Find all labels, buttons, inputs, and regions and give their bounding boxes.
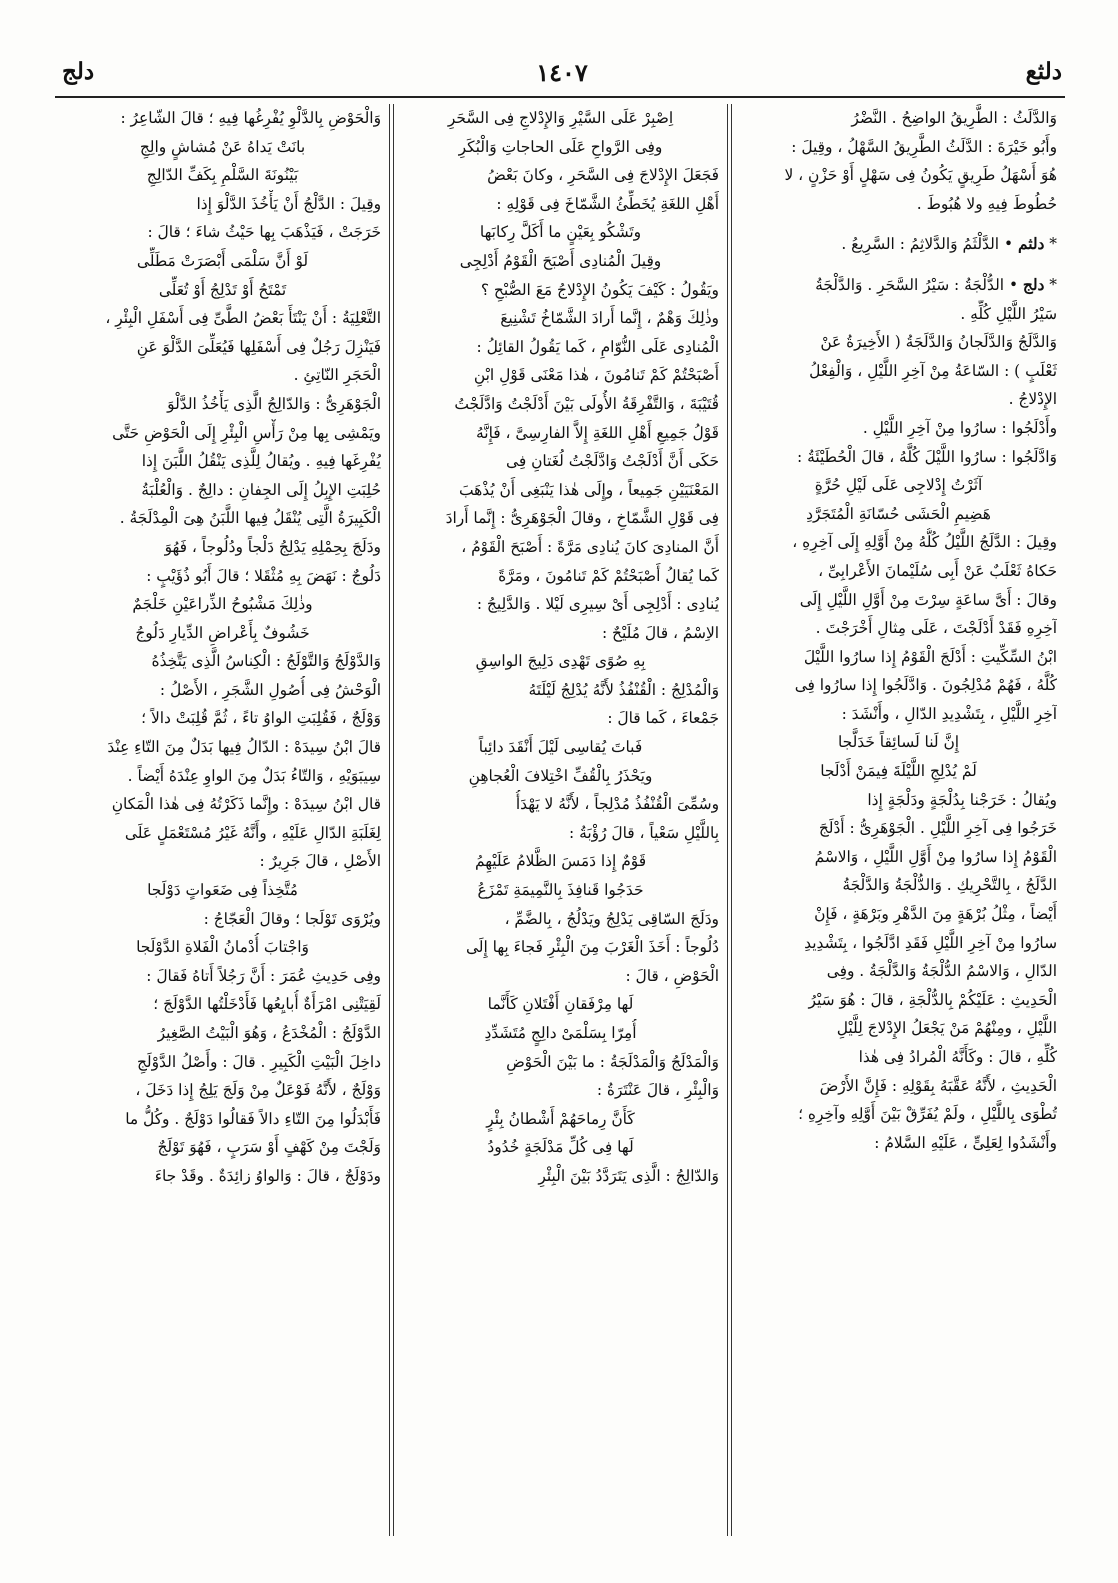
text-line: وَالدَّوْلَجُ وَالتَّوْلَجُ : الْكِناسُ الَّذِى يَتَّخِذُهُ	[151, 652, 381, 671]
entry-marker: *	[1044, 275, 1057, 294]
text-line: وأَدْلَجُوا : سارُوا مِنْ آخِرِ اللَّيْلِ .	[862, 418, 1057, 437]
text-line: وسُمِّىَ الْقُنْفُذُ مُدْلِجاً ، لأَنَّهُ لا يَهْدَأُ	[515, 795, 719, 814]
verse-line: اِصْبِرْ عَلَى السَّيْرِ وَالإِدْلاجِ فِى السَّحَرِ	[447, 109, 674, 127]
text-line: فَأَبْدَلُوا مِنَ التّاءِ دالاً فَقالُوا دَوْلَجٌ . وكُلُّ ما	[125, 1109, 381, 1128]
text-line: آخِرِ اللَّيْلِ ، بِتَشْدِيدِ الدّالِ ، وأَنْشَدَ :	[841, 704, 1057, 723]
verse-line: هَضِيمِ الْحَشَى حُسّانَةِ الْمُتَجَرَّدِ	[806, 504, 991, 523]
text-line: وقالَ : أَىَّ ساعَةٍ سِرْتَ مِنْ أَوَّلِ اللَّيْلِ إِلَى	[799, 590, 1057, 609]
verse-line: فَباتَ يُقاسِى لَيْلَ أَنْقَدَ دائِباً	[478, 738, 643, 757]
entry-text: الدَّلْثَمُ وَالدَّلاثِمُ : السَّرِيعُ .	[841, 235, 1000, 254]
verse-line: بَيْنُونَةَ السَّلْمِ بِكَفِّ الدّالِجِ	[146, 166, 299, 185]
text-line: الأَصْلِ ، قالَ جَرِيرٌ :	[259, 852, 381, 871]
verse-line: ويَحْذَرُ بِالْقُفِّ اخْتِلافَ الْعُجاهِنِ	[468, 766, 653, 785]
verse-line: إِنَّ لَنا لَسائِقاً خَدَلَّجا	[837, 733, 960, 752]
text-line: ابْنُ السِّكِّيتِ : أَدْلَجَ الْقَوْمُ إِذا سارُوا اللَّيْلَ	[803, 647, 1057, 666]
column-middle	[394, 104, 727, 1536]
text-line: الدّالِ ، وَالاسْمُ الدُّلْجَةُ وَالدَّلْجَةُ . وفِى	[826, 962, 1057, 981]
verse-line: وذٰلِكَ مَشْبُوحُ الذِّراعَيْنِ خَلْجَمٌ	[132, 595, 313, 614]
text-line: وَالْمَدْلَجُ وَالْمَدْلَجَةُ : ما بَيْنَ الْحَوْضِ	[506, 1052, 719, 1071]
text-line: سَيْرُ اللَّيْلِ كُلِّهِ .	[960, 304, 1057, 323]
text-line: سارُوا مِنْ آخِرِ اللَّيْلِ فَقَدِ ادَّلَجُوا ، بِتَشْدِيدِ	[804, 933, 1057, 952]
entry-headword: دلثم	[1017, 235, 1045, 254]
text-line: وَوْلَجٌ ، لأَنَّهُ فَوْعَلٌ مِنْ وَلَجَ يَلِجُ إِذا دَخَلَ ،	[135, 1081, 381, 1100]
column-divider	[727, 104, 732, 1536]
verse-line: تَمْتَحُ أَوْ تَدْلِجُ أَوْ تُعَلِّى	[158, 280, 287, 299]
page-number: ١٤٠٧	[536, 58, 588, 87]
text-line: الْحَجَرِ النّاتِئِ .	[293, 366, 381, 385]
text-line: دُلُوجاً : أَخَذَ الْغَرْبَ مِنَ الْبِئْرِ فَجاءَ بِها إِلَى	[465, 938, 719, 957]
text-line: حُلِبَتِ الإِبِلُ إِلَى الجِفانِ : دالِجٌ . وَالْعُلْبَةُ	[141, 480, 381, 499]
text-line: ودَلَجَ السّاقِى يَدْلِجُ ويَدْلُجُ ، بِالضَّمِّ ،	[504, 909, 719, 928]
text-line: وقِيلَ : الدَّلَجُ اللَّيْلُ كُلُّهُ مِنْ أَوَّلِهِ إِلَى آخِرِهِ ،	[792, 533, 1057, 552]
text-line: وَادَّلَجُوا : سارُوا اللَّيْلَ كُلَّهُ ، قالَ الْحُطَيْئَةُ :	[797, 447, 1057, 466]
text-line: جَمْعاءَ ، كَما قالَ :	[607, 709, 719, 728]
page-header	[62, 58, 1062, 94]
text-line: أَيْضاً ، مِثْلُ بُرْهَةٍ مِنَ الدَّهْرِ وبَرْهَةٍ ، فَإِنْ	[814, 905, 1057, 924]
text-line: وَالْحَوْضِ بِالدَّلْوِ يُفْرِغُها فِيهِ ؛ قالَ الشّاعِرُ :	[120, 109, 381, 127]
column-left	[56, 104, 389, 1536]
verse-line: أُمِرّا بِسَلْمَىْ دالِجٍ مُتَشَدِّدِ	[484, 1024, 637, 1042]
text-line: ويُقالُ : خَرَجْنا بِدُلْجَةٍ ودَلْجَةٍ إِذا	[867, 790, 1057, 809]
text-line: خَرَجُوا فِى آخِرِ اللَّيْلِ . الْجَوْهَرِىُّ : أَدْلَجَ	[818, 819, 1057, 838]
text-line: حَكَى أَنَّ أَدْلَجْتُ وَادَّلَجْتُ لُغَتانِ فِى	[506, 452, 719, 471]
text-line: الاِسْمُ ، قالَ مُلَيْحٌ :	[601, 623, 719, 642]
text-line: وَلَجْتَ مِنْ كَهْفٍ أَوْ سَرَبٍ ، فَهُوَ تَوْلَجٌ	[157, 1138, 381, 1157]
header-keyword-left: دلج	[62, 58, 95, 85]
text-line: وَالْبِئْرِ ، قالَ عَنْتَرَةُ :	[596, 1081, 719, 1100]
text-line: كَما يُقالُ أَصْبَحْتُمْ كَمْ تَنامُونَ ، ومَرَّةً	[498, 566, 719, 585]
text-line: فِى قَوْلِ الشَّمّاخِ ، وقالَ الْجَوْهَرِىُّ : إِنَّما أَرادَ	[445, 509, 719, 528]
verse-line: لَها مِرْفَقانِ أَفْتَلانِ كَأَنَّما	[487, 995, 634, 1014]
text-line: داخِلَ الْبَيْتِ الْكَبِيرِ . قالَ : وأَصْلُ الدَّوْلَجِ	[137, 1052, 381, 1071]
text-line: لَقِيَتْنِى امْرَأَةٌ أُبايِعُها فَأَدْخَلْتُها الدَّوْلَجَ ؛	[153, 995, 381, 1014]
text-line: الإِدْلاجُ .	[1008, 390, 1057, 409]
text-line: ودَوْلَجٌ ، قالَ : وَالواوُ زائِدَةٌ . وقَدْ جاءَ	[154, 1166, 381, 1185]
text-line: يُفْرِغَها فِيهِ . ويُقالُ لِلَّذِى يَنْقُلُ اللَّبَنَ إِذا	[141, 452, 381, 471]
text-line: وَالدَّلَجُ وَالدَّلَجانُ وَالدَّلَجَةُ ( الأَخِيرَةُ عَنْ	[820, 333, 1057, 352]
entry-marker: *	[1044, 235, 1057, 254]
verse-line: لَمْ يُدْلِجِ اللَّيْلَةَ فِيمَنْ أَدْلَجا	[820, 762, 977, 781]
text-line: دَلُوجٌ : نَهَضَ بِهِ مُثْقَلا ؛ قالَ أَبُو ذُؤَيْبٍ :	[146, 566, 381, 585]
header-rule	[55, 96, 1065, 98]
text-line: ويَقُولُ : كَيْفَ يَكُونُ الإِدْلاجُ مَعَ الصُّبْحِ ؟	[480, 280, 719, 299]
text-line: حَكاهُ ثَعْلَبٌ عَنْ أَبِى سُلَيْمانَ الأَعْرابِىِّ ،	[818, 561, 1057, 580]
header-keyword-right: دلثع	[1025, 58, 1062, 85]
text-line: الدَّلَجُ ، بِالتَّحْرِيكِ . وَالدُّلْجَةُ وَالدَّلْجَةُ	[842, 876, 1057, 895]
verse-line: مُتَّخِذاً فِى ضَعَواتٍ دَوْلَجا	[147, 881, 298, 900]
text-line: وَوْلَجٌ ، فَقُلِبَتِ الواوُ تاءً ، ثُمَّ قُلِبَتْ دالاً ؛	[141, 709, 381, 728]
verse-line: وقِيلَ الْمُنادِى أَصْبَحَ الْقَوْمُ أَدْلِجِى	[459, 251, 662, 270]
text-line: المَعْنَيَيْنِ جَمِيعاً ، وإِلَى هٰذا يَنْبَغِى أَنْ يُذْهَبَ	[458, 480, 719, 499]
column-divider	[389, 104, 394, 1536]
text-line: ويُرْوَى تَوْلَجا ؛ وقالَ الْعَجّاجُ :	[203, 909, 381, 928]
text-line: حُطُوطَ فِيهِ ولا هُبُوطَ .	[916, 194, 1057, 213]
text-line: قَوْلُ جَمِيعِ أَهْلِ اللغَةِ إِلاَّ الفارِسِىَّ ، فَإِنَّهُ	[476, 423, 719, 442]
text-line: وأَنْشَدُوا لِعَلِىٍّ ، عَلَيْهِ السَّلامُ :	[874, 1133, 1057, 1152]
verse-line: كَأَنَّ رِماحَهُمْ أَشْطانُ بِئْرٍ	[486, 1109, 635, 1128]
text-line: هُوَ أَسْهَلُ طَرِيقٍ يَكُونُ فِى سَهْلٍ أَوْ حَزْنٍ ، لا	[784, 166, 1057, 185]
text-line: الْمُنادِى عَلَى النُّوّامِ ، كَما يَقُولُ القائِلُ :	[476, 337, 719, 356]
text-line: وَالدّالِجُ : الَّذِى يَتَرَدَّدُ بَيْنَ الْبِئْرِ	[538, 1166, 719, 1185]
text-line: وأَبُو خَيْرَةَ : الدَّلَثُ الطَّرِيقُ السَّهْلُ ، وقِيلَ :	[791, 137, 1057, 156]
text-line: الْحَوْضِ ، قالَ :	[625, 966, 719, 985]
text-line: فَيَنْزِلَ رَجُلٌ فِى أَسْفَلِها فَيُعَلِّىَ الدَّلْوَ عَنِ	[136, 337, 381, 356]
text-line: آخِرِهِ فَقَدْ أَدْلَجْتَ ، عَلَى مِثالِ أَخْرَجْتَ .	[815, 619, 1057, 638]
text-line: الْحَدِيثِ ، لأَنَّهُ عَقَّبَهُ بِقَوْلِهِ : فَإِنَّ الأَرْضَ	[819, 1076, 1057, 1095]
text-line: وفِى حَدِيثِ عُمَرَ : أَنَّ رَجُلاً أَتاهُ فَقالَ :	[146, 966, 381, 985]
text-line: الْقَوْمُ إِذا سارُوا مِنْ أَوَّلِ اللَّيْلِ ، وَالاسْمُ	[814, 847, 1057, 866]
text-line: قال ابْنُ سِيدَهْ : وإِنَّما ذَكَرْتُهُ فِى هٰذا الْمَكانِ	[111, 795, 381, 814]
text-line: لِغَلَبَةِ الدّالِ عَلَيْهِ ، وأَنَّهُ غَيْرُ مُسْتَعْمَلٍ عَلَى	[124, 823, 381, 842]
text-line: ودَلَجَ بِحِمْلِهِ يَدْلِجُ دَلْجاً ودُلُوجاً ، فَهُوَ	[164, 537, 381, 556]
entry-start: * دلج • الدُّلْجَةُ : سَيْرُ السَّحَرِ . وَالدَّلْجَةُ	[815, 275, 1057, 294]
text-line: تُطْوَى بِاللَّيْلِ ، ولَمْ يُفَرِّقْ بَيْنَ أَوَّلِهِ وآخِرِهِ ؛	[798, 1105, 1057, 1124]
text-line: وقِيلَ : الدَّلْجُ أَنْ يَأْخُذَ الدَّلْوَ إِذا	[196, 194, 381, 213]
text-line: التَّعْلِيَةُ : أَنْ يَنْتَأَ بَعْضُ الطَّىِّ فِى أَسْفَلِ الْبِئْرِ ،	[105, 309, 381, 328]
verse-line: وَاجْتابَ أُدْمانُ الْفَلاةِ الدَّوْلَجا	[136, 938, 309, 957]
text-line: فَجَعَلَ الإِدْلاجَ فِى السَّحَرِ ، وكانَ بَعْضُ	[487, 166, 719, 185]
verse-line: وتَشْكُو بِعَيْنٍ ما أَكَلَّ رِكابَها	[479, 223, 642, 242]
text-line: ثَعْلَبٍ ) : السّاعَةُ مِنْ آخِرِ اللَّيْلِ ، وَالْفِعْلُ	[809, 361, 1057, 380]
text-line: الْحَدِيثِ : عَلَيْكُمْ بِالدُّلْجَةِ ، قالَ : هُوَ سَيْرُ	[808, 990, 1057, 1009]
text-columns	[55, 104, 1065, 1536]
verse-line: وفِى الرَّواحِ عَلَى الحاجاتِ وَالْبُكَرِ	[458, 137, 663, 156]
verse-line: آثَرْتُ إِدْلاجِى عَلَى لَيْلِ حُرَّةٍ	[814, 476, 983, 495]
verse-line: قَوْمٌ إِذا دَمَسَ الظَّلامُ عَلَيْهِمُ	[474, 852, 647, 871]
text-line: يُنادِى : أَدْلِجِى أَىْ سِيرِى لَيْلا . وَالدَّلِيجُ :	[476, 595, 719, 614]
text-line: ويَمْشِى بِها مِنْ رَأْسِ الْبِئْرِ إِلَى الْحَوْضِ حَتَّى	[112, 423, 381, 442]
text-line: خَرَجَتْ ، فَيَذْهَبَ بِها حَيْثُ شاءَ ؛ قالَ :	[147, 223, 381, 242]
text-line: سِيبَوَيْهِ ، وَالتّاءُ بَدَلٌ مِنَ الواوِ عِنْدَهُ أَيْضاً .	[127, 766, 381, 785]
verse-line: بِهِ صُوًى تَهْدِى دَلِيجَ الواسِقِ	[475, 652, 646, 671]
entry-text: الدُّلْجَةُ : سَيْرُ السَّحَرِ . وَالدَّلْجَةُ	[815, 275, 1005, 294]
text-line: الْوَحْشُ فِى أُصُولِ الشَّجَرِ ، الأَصْلُ :	[159, 680, 381, 699]
text-line: كُلَّهُ ، فَهُمْ مُدْلِجُونَ . وَادَّلَجُوا إِذا سارُوا فِى	[794, 676, 1057, 695]
text-line: أَصْبَحْتُمْ كَمْ تَنامُونَ ، هٰذا مَعْنَى قَوْلِ ابْنِ	[473, 366, 719, 385]
text-line: وَالْمُدْلِجُ : الْقُنْفُذُ لأَنَّهُ يُدْلِجُ لَيْلَتَهُ	[528, 680, 719, 699]
entry-start: * دلثم • الدَّلْثَمُ وَالدَّلاثِمُ : السَّرِيعُ .	[841, 235, 1057, 254]
text-line: اللَّيْلِ ، ومِنْهُمْ مَنْ يَجْعَلُ الإِدْلاجَ لِلَّيْلِ	[836, 1019, 1057, 1038]
verse-line: حَدَجُوا قَنافِذَ بِالنَّمِيمَةِ تَمْزَعُ	[477, 881, 644, 900]
text-line: وَالدَّلَثُ : الطَّرِيقُ الواضِحُ . النَّضْرُ	[851, 109, 1057, 127]
verse-line: لَها فِى كُلِّ مَدْلَجَةٍ خُدُودُ	[487, 1138, 634, 1157]
text-line: قالَ ابْنُ سِيدَهْ : الدّالُ فِيها بَدَلٌ مِنَ التّاءِ عِنْدَ	[107, 738, 381, 757]
text-line: كُلِّهِ ، قالَ : وكَأَنَّهُ الْمُرادُ فِى هٰذا	[858, 1048, 1057, 1066]
text-line: الدَّوْلَجُ : الْمُخْدَعُ ، وَهُوَ الْبَيْتُ الصَّغِيرُ	[157, 1024, 381, 1042]
text-line: أَهْلِ اللغَةِ يُخَطِّئُ الشَّمّاخَ فِى قَوْلِهِ :	[496, 194, 719, 213]
text-line: بِاللَّيْلِ سَعْياً ، قالَ رُؤْبَةُ :	[569, 823, 719, 842]
text-line: أَنَّ المنادِىَ كانَ يُنادِى مَرَّةً : أَصْبَحَ الْقَوْمُ ،	[461, 537, 719, 556]
text-line: قُتَيْبَةَ ، وَالتَّفْرِقَةُ الأُولَى بَيْنَ أَدْلَجْتُ وَادَّلَجْتُ	[454, 394, 719, 413]
text-line: الْجَوْهَرِىُّ : وَالدّالِجُ الَّذِى يَأْخُذُ الدَّلْوَ	[167, 394, 381, 413]
text-line: وذٰلِكَ وَهْمٌ ، إِنَّما أَرادَ الشَّمّاخُ تَشْنِيعَ	[500, 309, 719, 328]
text-line: الْكَبِيرَةُ الَّتِى يُنْقَلُ فِيها اللَّبَنُ هِىَ الْمِدْلَجَةُ .	[119, 509, 381, 528]
verse-line: خَشُوفٌ بِأَعْراضِ الدِّيارِ دَلُوجُ	[135, 623, 310, 642]
column-right	[732, 104, 1065, 1536]
entry-headword: دلج	[1022, 275, 1045, 294]
verse-line: بانَتْ يَداهُ عَنْ مُشاشٍ والِجِ	[139, 137, 306, 156]
verse-line: لَوْ أَنَّ سَلْمَى أَبْصَرَتْ مَطَلِّى	[136, 251, 309, 270]
